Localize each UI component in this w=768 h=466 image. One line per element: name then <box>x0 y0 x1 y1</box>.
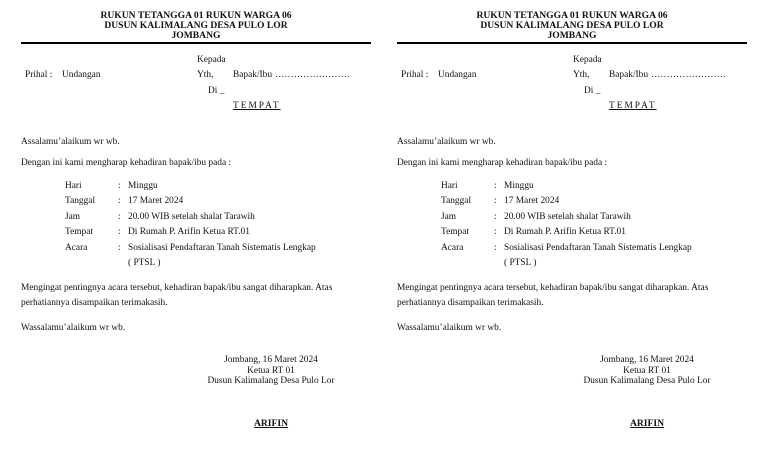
detail-colon: : <box>118 242 121 253</box>
detail-value: Sosialisasi Pendaftaran Tanah Sistematis Lengkap <box>504 242 692 253</box>
header-line-3: JOMBANG <box>171 30 221 41</box>
detail-label: Hari <box>65 181 82 191</box>
farewell: Wassalamu’alaikum wr wb. <box>21 323 126 333</box>
signature-block <box>557 355 737 387</box>
sign-role: Ketua RT 01 <box>623 365 671 376</box>
detail-value: Minggu <box>504 181 534 191</box>
detail-value: Minggu <box>128 181 158 191</box>
detail-colon: : <box>494 211 497 222</box>
signer-name: ARIFIN <box>253 418 289 429</box>
detail-label: Hari <box>441 181 458 191</box>
detail-colon: : <box>118 227 121 238</box>
header-divider <box>21 42 371 44</box>
letter-header <box>21 11 371 41</box>
kepada-label: Kepada <box>573 55 602 65</box>
detail-row <box>65 256 316 271</box>
detail-row <box>441 179 692 194</box>
tempat-label: TEMPAT <box>233 101 281 111</box>
greeting: Assalamu’alaikum wr wb. <box>397 137 496 147</box>
detail-colon: : <box>494 227 497 238</box>
detail-row <box>65 241 316 256</box>
detail-value: Di Rumah P. Arifin Ketua RT.01 <box>128 227 250 238</box>
detail-row <box>441 210 692 225</box>
header-line-1: RUKUN TETANGGA 01 RUKUN WARGA 06 <box>100 10 292 21</box>
intro-text: Dengan ini kami mengharap kehadiran bapak/ibu pada : <box>397 158 608 168</box>
closing-paragraph: Mengingat pentingnya acara tersebut, kehadiran bapak/ibu sangat diharapkan. Atas perhatiannya disampaikan terimakasih. <box>397 283 709 308</box>
sign-place-date: Jombang, 16 Maret 2024 <box>600 355 694 365</box>
detail-label <box>441 256 494 271</box>
detail-row <box>441 194 692 209</box>
detail-value: Di Rumah P. Arifin Ketua RT.01 <box>504 227 626 238</box>
detail-value: 20.00 WIB setelah shalat Tarawih <box>128 211 255 222</box>
sign-org: Dusun Kalimalang Desa Pulo Lor <box>583 376 711 387</box>
detail-value: Sosialisasi Pendaftaran Tanah Sistematis Lengkap <box>128 242 316 253</box>
letter-right <box>397 0 747 466</box>
detail-label: Acara <box>441 242 464 253</box>
detail-value: 17 Maret 2024 <box>128 196 184 207</box>
detail-label: Tempat <box>441 227 469 238</box>
prihal-label: Prihal : <box>25 70 53 80</box>
header-line-3: JOMBANG <box>547 30 597 41</box>
detail-colon: : <box>118 181 121 191</box>
recipient-label: Bapak/Ibu <box>609 70 649 80</box>
event-details <box>65 179 316 271</box>
tempat-label: TEMPAT <box>609 101 657 111</box>
detail-row <box>65 225 316 240</box>
detail-row <box>441 256 692 271</box>
detail-row <box>441 225 692 240</box>
di-label: Di _ <box>584 86 601 96</box>
detail-row <box>65 179 316 194</box>
closing-paragraph: Mengingat pentingnya acara tersebut, kehadiran bapak/ibu sangat diharapkan. Atas perhatiannya disampaikan terimakasih. <box>21 283 333 308</box>
di-label: Di _ <box>208 86 225 96</box>
detail-row <box>65 210 316 225</box>
signer-name: ARIFIN <box>629 418 665 429</box>
detail-row <box>441 241 692 256</box>
letter-header <box>397 11 747 41</box>
event-details <box>441 179 692 271</box>
kepada-label: Kepada <box>197 55 226 65</box>
header-line-2: DUSUN KALIMALANG DESA PULO LOR <box>480 20 664 31</box>
prihal-label: Prihal : <box>401 70 429 80</box>
header-line-1: RUKUN TETANGGA 01 RUKUN WARGA 06 <box>476 10 668 21</box>
detail-label <box>65 256 118 271</box>
signature-block <box>181 355 361 387</box>
detail-value: 17 Maret 2024 <box>504 196 560 207</box>
intro-text: Dengan ini kami mengharap kehadiran bapak/ibu pada : <box>21 158 232 168</box>
detail-value: ( PTSL ) <box>504 258 537 269</box>
sign-role: Ketua RT 01 <box>247 365 295 376</box>
prihal-value: Undangan <box>438 70 477 80</box>
detail-colon: : <box>494 196 497 207</box>
farewell: Wassalamu’alaikum wr wb. <box>397 323 502 333</box>
greeting: Assalamu’alaikum wr wb. <box>21 137 120 147</box>
detail-colon <box>118 256 128 271</box>
detail-colon: : <box>494 181 497 191</box>
header-line-2: DUSUN KALIMALANG DESA PULO LOR <box>104 20 288 31</box>
yth-label: Yth, <box>197 70 214 80</box>
detail-value: 20.00 WIB setelah shalat Tarawih <box>504 211 631 222</box>
detail-colon: : <box>118 196 121 207</box>
detail-colon: : <box>118 211 121 222</box>
detail-colon <box>494 256 504 271</box>
detail-label: Tempat <box>65 227 93 238</box>
recipient-label: Bapak/Ibu <box>233 70 273 80</box>
detail-row <box>65 194 316 209</box>
detail-label: Tanggal <box>65 196 96 207</box>
recipient-dots: …………………… <box>651 70 726 80</box>
recipient-dots: …………………… <box>275 70 350 80</box>
detail-value: ( PTSL ) <box>128 258 161 269</box>
detail-label: Jam <box>441 211 457 222</box>
yth-label: Yth, <box>573 70 590 80</box>
detail-label: Acara <box>65 242 88 253</box>
sign-org: Dusun Kalimalang Desa Pulo Lor <box>207 376 335 387</box>
detail-colon: : <box>494 242 497 253</box>
prihal-value: Undangan <box>62 70 101 80</box>
detail-label: Tanggal <box>441 196 472 207</box>
detail-label: Jam <box>65 211 81 222</box>
letter-left <box>21 0 371 466</box>
header-divider <box>397 42 747 44</box>
sign-place-date: Jombang, 16 Maret 2024 <box>224 355 318 365</box>
